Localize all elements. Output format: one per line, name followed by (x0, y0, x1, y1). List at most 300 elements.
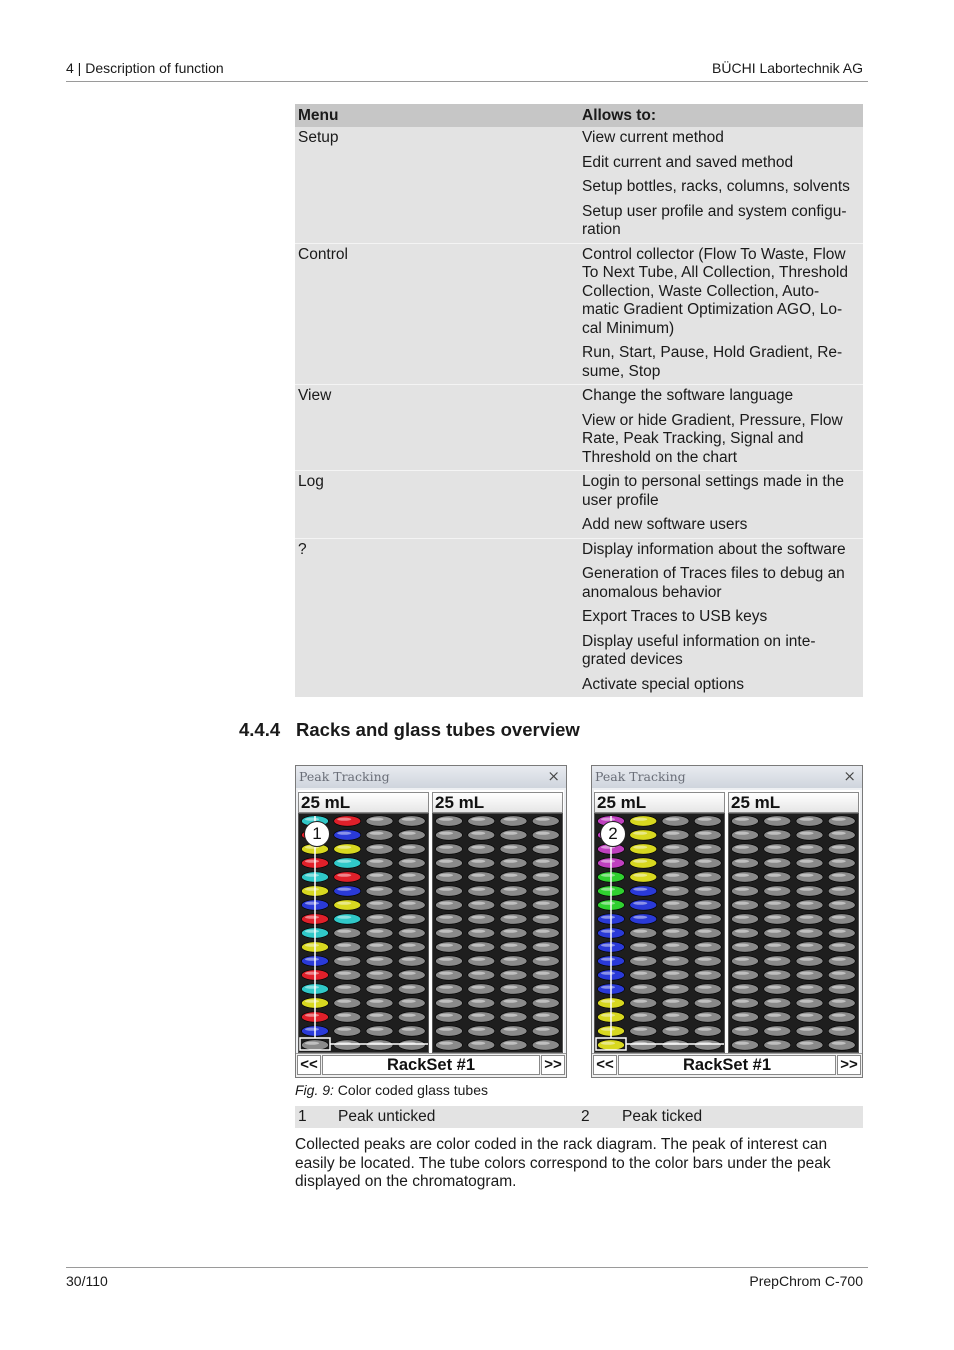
allows-item: Edit current and saved method (582, 153, 794, 171)
empty-tube[interactable] (732, 858, 759, 868)
empty-tube[interactable] (532, 1026, 559, 1036)
empty-tube[interactable] (532, 886, 559, 896)
empty-tube[interactable] (796, 872, 823, 882)
tube-highlight (305, 958, 319, 961)
filled-tube[interactable] (334, 872, 361, 882)
empty-tube[interactable] (532, 900, 559, 910)
empty-tube[interactable] (532, 998, 559, 1008)
empty-tube[interactable] (662, 1012, 689, 1022)
empty-tube[interactable] (500, 942, 527, 952)
empty-tube[interactable] (398, 928, 425, 938)
empty-tube[interactable] (366, 886, 393, 896)
empty-tube[interactable] (662, 844, 689, 854)
tube-highlight (698, 930, 712, 933)
empty-tube[interactable] (764, 956, 791, 966)
empty-tube[interactable] (764, 886, 791, 896)
empty-tube[interactable] (436, 858, 463, 868)
empty-tube[interactable] (828, 914, 855, 924)
empty-tube[interactable] (732, 830, 759, 840)
empty-tube[interactable] (828, 1040, 855, 1050)
tube-highlight (666, 986, 680, 989)
empty-tube[interactable] (500, 816, 527, 826)
empty-tube[interactable] (828, 1026, 855, 1036)
empty-tube[interactable] (468, 984, 495, 994)
empty-tube[interactable] (532, 830, 559, 840)
tube-highlight (305, 902, 319, 905)
empty-tube[interactable] (436, 900, 463, 910)
empty-tube[interactable] (662, 942, 689, 952)
tube-highlight (633, 818, 647, 821)
empty-tube[interactable] (532, 1040, 559, 1050)
tube-highlight (832, 860, 846, 863)
previous-rackset-button[interactable]: << (593, 1055, 617, 1075)
filled-tube[interactable] (334, 886, 361, 896)
empty-tube[interactable] (796, 928, 823, 938)
empty-tube[interactable] (828, 830, 855, 840)
empty-tube[interactable] (796, 1040, 823, 1050)
empty-tube[interactable] (468, 942, 495, 952)
empty-tube[interactable] (828, 998, 855, 1008)
empty-tube[interactable] (334, 942, 361, 952)
empty-tube[interactable] (630, 956, 657, 966)
empty-tube[interactable] (732, 844, 759, 854)
empty-tube[interactable] (334, 1026, 361, 1036)
filled-tube[interactable] (630, 900, 657, 910)
tube-highlight (305, 860, 319, 863)
empty-tube[interactable] (662, 928, 689, 938)
empty-tube[interactable] (334, 970, 361, 980)
empty-tube[interactable] (468, 998, 495, 1008)
page-header (66, 60, 868, 82)
tube-highlight (402, 902, 416, 905)
tube-highlight (767, 1014, 781, 1017)
empty-tube[interactable] (828, 942, 855, 952)
empty-tube[interactable] (532, 914, 559, 924)
filled-tube[interactable] (630, 844, 657, 854)
empty-tube[interactable] (436, 984, 463, 994)
tube-highlight (370, 902, 384, 905)
empty-tube[interactable] (732, 984, 759, 994)
empty-tube[interactable] (694, 942, 721, 952)
empty-tube[interactable] (366, 984, 393, 994)
empty-tube[interactable] (500, 900, 527, 910)
empty-tube[interactable] (662, 998, 689, 1008)
empty-tube[interactable] (694, 984, 721, 994)
tube-highlight (832, 846, 846, 849)
empty-tube[interactable] (764, 900, 791, 910)
empty-tube[interactable] (436, 816, 463, 826)
empty-tube[interactable] (694, 970, 721, 980)
empty-tube[interactable] (694, 844, 721, 854)
empty-tube[interactable] (796, 984, 823, 994)
empty-tube[interactable] (828, 956, 855, 966)
empty-tube[interactable] (796, 970, 823, 980)
tube-highlight (735, 818, 749, 821)
tube-highlight (633, 1014, 647, 1017)
empty-tube[interactable] (630, 970, 657, 980)
empty-tube[interactable] (398, 1040, 425, 1050)
empty-tube[interactable] (366, 956, 393, 966)
empty-tube[interactable] (732, 942, 759, 952)
empty-tube[interactable] (436, 1026, 463, 1036)
empty-tube[interactable] (500, 844, 527, 854)
empty-tube[interactable] (398, 1026, 425, 1036)
empty-tube[interactable] (828, 970, 855, 980)
empty-tube[interactable] (500, 858, 527, 868)
tube-highlight (735, 958, 749, 961)
empty-tube[interactable] (398, 984, 425, 994)
empty-tube[interactable] (468, 830, 495, 840)
tube-highlight (832, 944, 846, 947)
empty-tube[interactable] (398, 816, 425, 826)
tube-highlight (305, 916, 319, 919)
tube-highlight (666, 1014, 680, 1017)
empty-tube[interactable] (436, 914, 463, 924)
empty-tube[interactable] (764, 830, 791, 840)
empty-tube[interactable] (398, 830, 425, 840)
empty-tube[interactable] (366, 942, 393, 952)
filled-tube[interactable] (334, 914, 361, 924)
empty-tube[interactable] (468, 816, 495, 826)
empty-tube[interactable] (366, 816, 393, 826)
empty-tube[interactable] (468, 844, 495, 854)
empty-tube[interactable] (630, 928, 657, 938)
empty-tube[interactable] (796, 1026, 823, 1036)
empty-tube[interactable] (732, 956, 759, 966)
empty-tube[interactable] (694, 928, 721, 938)
empty-tube[interactable] (532, 970, 559, 980)
empty-tube[interactable] (468, 914, 495, 924)
close-icon[interactable]: × (547, 767, 560, 785)
empty-tube[interactable] (366, 970, 393, 980)
empty-tube[interactable] (828, 858, 855, 868)
empty-tube[interactable] (694, 1026, 721, 1036)
empty-tube[interactable] (732, 1012, 759, 1022)
empty-tube[interactable] (366, 928, 393, 938)
tube-highlight (305, 944, 319, 947)
filled-tube[interactable] (598, 1040, 625, 1050)
empty-tube[interactable] (764, 844, 791, 854)
empty-tube[interactable] (436, 942, 463, 952)
empty-tube[interactable] (334, 984, 361, 994)
empty-tube[interactable] (532, 956, 559, 966)
empty-tube[interactable] (694, 998, 721, 1008)
empty-tube[interactable] (694, 1012, 721, 1022)
empty-tube[interactable] (764, 970, 791, 980)
empty-tube[interactable] (796, 900, 823, 910)
empty-tube[interactable] (796, 914, 823, 924)
empty-tube[interactable] (334, 956, 361, 966)
empty-tube[interactable] (630, 1026, 657, 1036)
empty-tube[interactable] (366, 1040, 393, 1050)
empty-tube[interactable] (662, 1026, 689, 1036)
empty-tube[interactable] (694, 858, 721, 868)
empty-tube[interactable] (662, 858, 689, 868)
empty-tube[interactable] (764, 816, 791, 826)
tube-highlight (601, 958, 615, 961)
empty-tube[interactable] (796, 858, 823, 868)
tube-highlight (402, 986, 416, 989)
empty-tube[interactable] (662, 970, 689, 980)
empty-tube[interactable] (532, 844, 559, 854)
tube-highlight (402, 860, 416, 863)
empty-tube[interactable] (828, 984, 855, 994)
tube-highlight (471, 930, 485, 933)
empty-tube[interactable] (694, 900, 721, 910)
empty-tube[interactable] (436, 872, 463, 882)
empty-tube[interactable] (662, 914, 689, 924)
empty-tube[interactable] (532, 1012, 559, 1022)
empty-tube[interactable] (468, 1012, 495, 1022)
empty-tube[interactable] (732, 1040, 759, 1050)
empty-tube[interactable] (468, 956, 495, 966)
empty-tube[interactable] (398, 970, 425, 980)
empty-tube[interactable] (828, 872, 855, 882)
empty-tube[interactable] (398, 942, 425, 952)
empty-tube[interactable] (500, 872, 527, 882)
empty-tube[interactable] (796, 816, 823, 826)
empty-tube[interactable] (398, 956, 425, 966)
empty-tube[interactable] (796, 956, 823, 966)
empty-tube[interactable] (436, 928, 463, 938)
empty-tube[interactable] (500, 928, 527, 938)
tube-highlight (504, 832, 518, 835)
tube-highlight (800, 1042, 814, 1045)
empty-tube[interactable] (662, 816, 689, 826)
allows-cell (579, 243, 863, 385)
filled-tube[interactable] (630, 886, 657, 896)
empty-tube[interactable] (532, 928, 559, 938)
empty-tube[interactable] (694, 830, 721, 840)
rack-volume-label: 25 mL (728, 792, 859, 813)
empty-tube[interactable] (764, 1012, 791, 1022)
tube-highlight (439, 832, 453, 835)
tube-highlight (337, 860, 351, 863)
empty-tube[interactable] (366, 998, 393, 1008)
empty-tube[interactable] (662, 984, 689, 994)
empty-tube[interactable] (500, 1012, 527, 1022)
tube-highlight (337, 986, 351, 989)
empty-tube[interactable] (796, 844, 823, 854)
empty-tube[interactable] (468, 1026, 495, 1036)
empty-tube[interactable] (500, 914, 527, 924)
filled-tube[interactable] (630, 872, 657, 882)
empty-tube[interactable] (468, 970, 495, 980)
empty-tube[interactable] (500, 956, 527, 966)
tube-highlight (305, 1028, 319, 1031)
empty-tube[interactable] (468, 886, 495, 896)
empty-tube[interactable] (732, 914, 759, 924)
empty-tube[interactable] (732, 816, 759, 826)
empty-tube[interactable] (732, 970, 759, 980)
empty-tube[interactable] (334, 928, 361, 938)
empty-tube[interactable] (662, 900, 689, 910)
empty-tube[interactable] (828, 844, 855, 854)
empty-tube[interactable] (500, 984, 527, 994)
tube-highlight (370, 874, 384, 877)
empty-tube[interactable] (436, 998, 463, 1008)
empty-tube[interactable] (468, 928, 495, 938)
empty-tube[interactable] (532, 872, 559, 882)
empty-tube[interactable] (366, 858, 393, 868)
tube-highlight (402, 958, 416, 961)
empty-tube[interactable] (468, 858, 495, 868)
tube-highlight (601, 930, 615, 933)
allows-item: Export Traces to USB keys (582, 608, 768, 625)
tube-highlight (471, 944, 485, 947)
empty-tube[interactable] (436, 970, 463, 980)
empty-tube[interactable] (630, 984, 657, 994)
empty-tube[interactable] (764, 984, 791, 994)
empty-tube[interactable] (398, 844, 425, 854)
empty-tube[interactable] (828, 886, 855, 896)
empty-tube[interactable] (532, 816, 559, 826)
tube-highlight (666, 888, 680, 891)
empty-tube[interactable] (828, 928, 855, 938)
filled-tube[interactable] (630, 830, 657, 840)
empty-tube[interactable] (468, 900, 495, 910)
empty-tube[interactable] (796, 830, 823, 840)
empty-tube[interactable] (398, 886, 425, 896)
filled-tube[interactable] (334, 830, 361, 840)
empty-tube[interactable] (694, 914, 721, 924)
empty-tube[interactable] (694, 872, 721, 882)
empty-tube[interactable] (630, 1012, 657, 1022)
filled-tube[interactable] (334, 900, 361, 910)
empty-tube[interactable] (662, 1040, 689, 1050)
empty-tube[interactable] (662, 886, 689, 896)
empty-tube[interactable] (796, 942, 823, 952)
empty-tube[interactable] (334, 1040, 361, 1050)
empty-tube[interactable] (436, 1012, 463, 1022)
tube-highlight (305, 930, 319, 933)
tube-highlight (601, 944, 615, 947)
tube-highlight (767, 1042, 781, 1045)
empty-tube[interactable] (366, 844, 393, 854)
empty-tube[interactable] (500, 998, 527, 1008)
empty-tube[interactable] (366, 872, 393, 882)
filled-tube[interactable] (334, 816, 361, 826)
filled-tube[interactable] (334, 844, 361, 854)
tube-highlight (832, 972, 846, 975)
previous-rackset-button[interactable]: << (297, 1055, 321, 1075)
tube-highlight (471, 874, 485, 877)
empty-tube[interactable] (764, 998, 791, 1008)
empty-tube[interactable] (694, 956, 721, 966)
empty-tube[interactable] (796, 886, 823, 896)
empty-tube[interactable] (436, 886, 463, 896)
empty-tube[interactable] (398, 900, 425, 910)
tube-highlight (504, 902, 518, 905)
empty-tube[interactable] (662, 872, 689, 882)
product-name: PrepChrom C-700 (749, 1273, 863, 1289)
empty-tube[interactable] (500, 1026, 527, 1036)
next-rackset-button[interactable]: >> (837, 1055, 861, 1075)
empty-tube[interactable] (468, 872, 495, 882)
figure-legend (295, 1106, 863, 1128)
rackset-navigation (296, 1053, 566, 1077)
empty-tube[interactable] (398, 914, 425, 924)
empty-tube[interactable] (764, 1026, 791, 1036)
filled-tube[interactable] (630, 858, 657, 868)
filled-tube[interactable] (630, 914, 657, 924)
close-icon[interactable]: × (843, 767, 856, 785)
empty-tube[interactable] (828, 900, 855, 910)
empty-tube[interactable] (398, 998, 425, 1008)
empty-tube[interactable] (764, 928, 791, 938)
empty-tube[interactable] (500, 830, 527, 840)
empty-tube[interactable] (436, 1040, 463, 1050)
empty-tube[interactable] (732, 998, 759, 1008)
empty-tube[interactable] (500, 886, 527, 896)
empty-tube[interactable] (796, 1012, 823, 1022)
empty-tube[interactable] (630, 998, 657, 1008)
empty-tube[interactable] (334, 998, 361, 1008)
empty-tube[interactable] (532, 858, 559, 868)
empty-tube[interactable] (764, 942, 791, 952)
empty-tube[interactable] (366, 1012, 393, 1022)
empty-tube[interactable] (630, 942, 657, 952)
tube-highlight (666, 958, 680, 961)
empty-tube[interactable] (662, 830, 689, 840)
empty-tube[interactable] (366, 900, 393, 910)
tube-highlight (439, 874, 453, 877)
empty-tube[interactable] (764, 858, 791, 868)
empty-tube[interactable] (366, 1026, 393, 1036)
empty-tube[interactable] (764, 1040, 791, 1050)
empty-tube[interactable] (532, 984, 559, 994)
empty-tube[interactable] (828, 816, 855, 826)
empty-tube[interactable] (366, 830, 393, 840)
next-rackset-button[interactable]: >> (541, 1055, 565, 1075)
empty-tube[interactable] (764, 872, 791, 882)
allows-item: Run, Start, Pause, Hold Gradient, Re- sume, Stop (582, 344, 843, 380)
empty-tube[interactable] (732, 900, 759, 910)
empty-tube[interactable] (436, 956, 463, 966)
empty-tube[interactable] (694, 886, 721, 896)
empty-tube[interactable] (532, 942, 559, 952)
empty-tube[interactable] (436, 830, 463, 840)
empty-tube[interactable] (302, 1040, 329, 1050)
empty-tube[interactable] (398, 858, 425, 868)
empty-tube[interactable] (334, 1012, 361, 1022)
empty-tube[interactable] (398, 1012, 425, 1022)
tube-highlight (439, 958, 453, 961)
tube-highlight (536, 818, 550, 821)
empty-tube[interactable] (796, 998, 823, 1008)
empty-tube[interactable] (694, 1040, 721, 1050)
tube-highlight (337, 958, 351, 961)
empty-tube[interactable] (630, 1040, 657, 1050)
menu-column-header: Menu (295, 104, 579, 127)
empty-tube[interactable] (500, 970, 527, 980)
empty-tube[interactable] (732, 886, 759, 896)
empty-tube[interactable] (436, 844, 463, 854)
filled-tube[interactable] (630, 816, 657, 826)
empty-tube[interactable] (468, 1040, 495, 1050)
empty-tube[interactable] (398, 872, 425, 882)
empty-tube[interactable] (732, 928, 759, 938)
empty-tube[interactable] (366, 914, 393, 924)
empty-tube[interactable] (732, 1026, 759, 1036)
empty-tube[interactable] (662, 956, 689, 966)
empty-tube[interactable] (500, 1040, 527, 1050)
filled-tube[interactable] (334, 858, 361, 868)
empty-tube[interactable] (764, 914, 791, 924)
empty-tube[interactable] (694, 816, 721, 826)
empty-tube[interactable] (732, 872, 759, 882)
empty-tube[interactable] (828, 1012, 855, 1022)
